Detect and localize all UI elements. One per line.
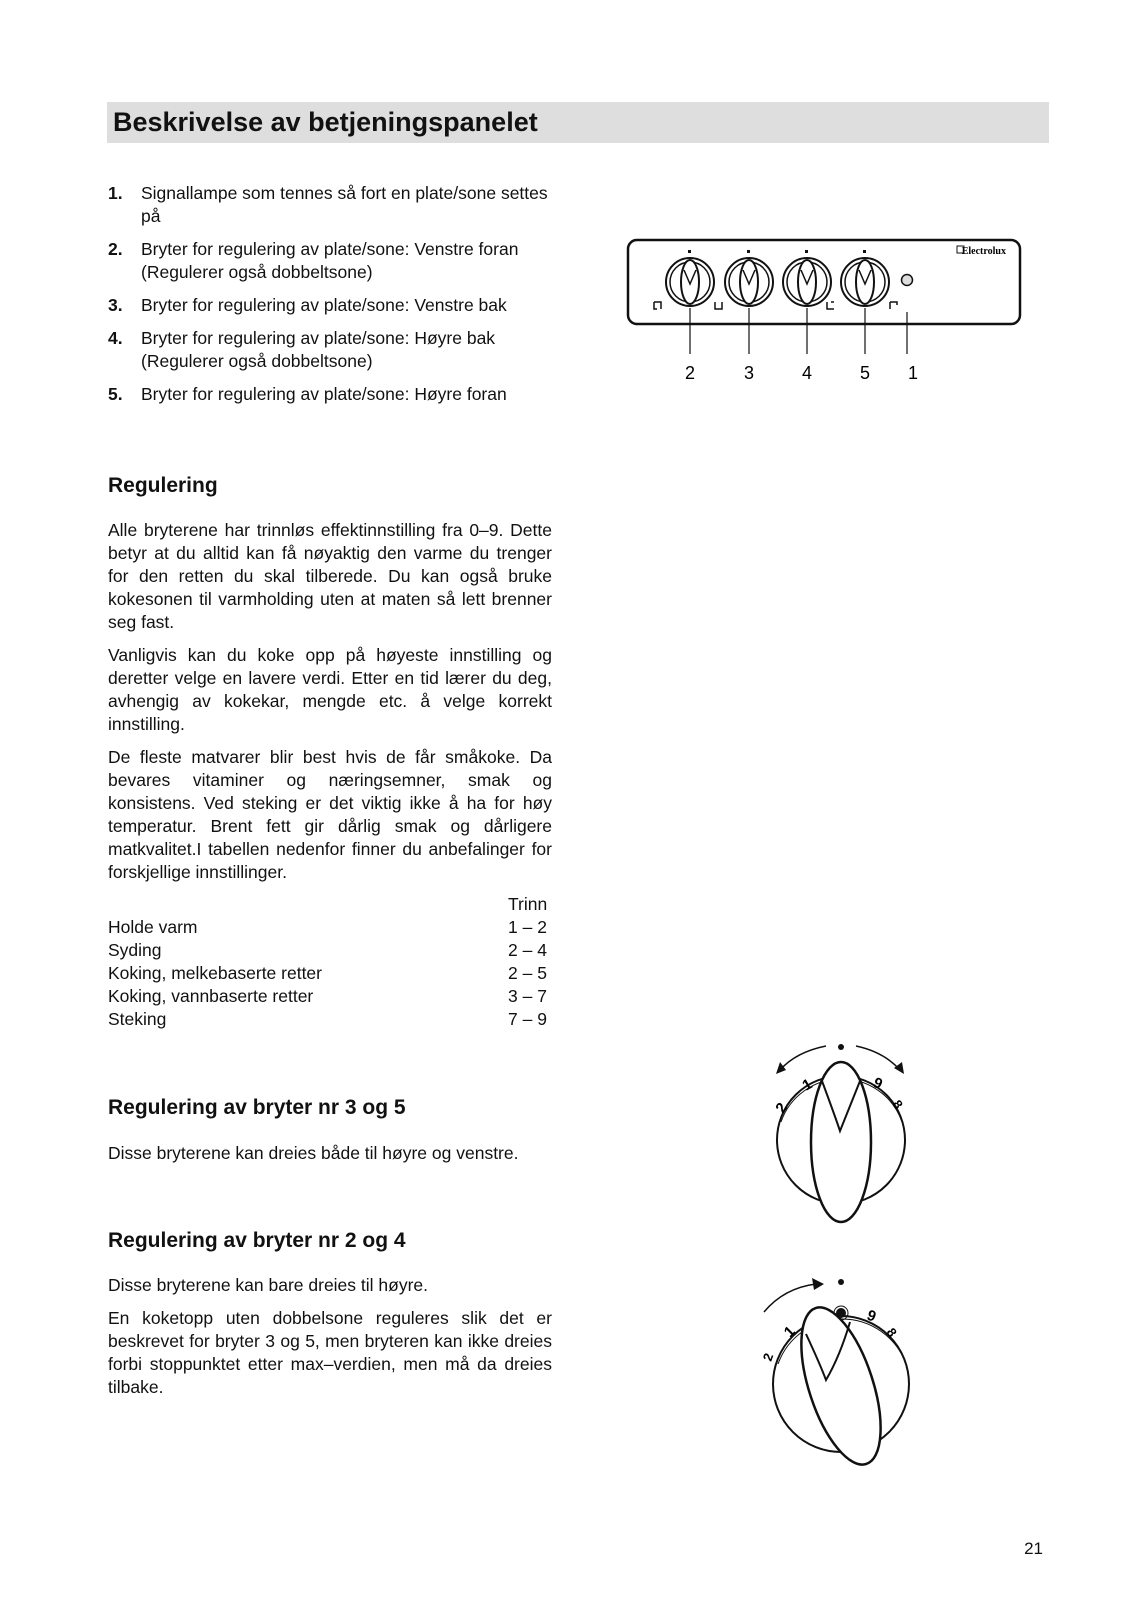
table-row: [108, 916, 552, 939]
page-title: Beskrivelse av betjeningspanelet: [113, 107, 538, 137]
table-header: [108, 893, 552, 916]
item-number: 5.: [108, 384, 123, 404]
panel-knob-5: [841, 250, 889, 306]
knob-both-directions-figure: [760, 1036, 920, 1226]
heading-regulering: Regulering: [108, 474, 218, 497]
title-bar: [107, 102, 1049, 143]
label-3: 3: [743, 363, 755, 383]
table-label: Syding: [108, 940, 162, 960]
scale-2: 2: [772, 1099, 792, 1117]
table-row: [108, 1008, 552, 1031]
table-label: Koking, melkebaserte retter: [108, 963, 322, 983]
list-item: [108, 383, 554, 406]
brand-logo: Electrolux: [961, 246, 1006, 257]
scale-9: 9: [864, 1306, 879, 1326]
table-row: [108, 962, 552, 985]
paragraph: En koketopp uten dobbelsone reguleres slik det er beskrevet for bryter 3 og 5, men bryteren kan ikke dreies forbi stoppunktet etter max–verdien, men må da dreies tilbake.: [108, 1308, 552, 1397]
item-number: 4.: [108, 328, 123, 348]
item-number: 1.: [108, 183, 123, 203]
panel-knob-4: [783, 250, 831, 306]
scale-1: 1: [780, 1322, 799, 1341]
panel-knob-2: [666, 250, 714, 306]
table-label: Koking, vannbaserte retter: [108, 986, 314, 1006]
table-row: [108, 939, 552, 962]
item-text: Signallampe som tennes så fort en plate/sone settes på: [141, 183, 548, 226]
paragraph: De fleste matvarer blir best hvis de får småkoke. Da bevares vitaminer og næringsemner, smak og konsistens. Ved steking er det viktig ikke å ha for høy temperatur. Brent fett gir dårlig smak og dårligere matkvalitet.I tabellen nedenfor finner du anbefalinger for forskjellige innstillinger.: [108, 747, 552, 882]
list-item: [108, 238, 554, 284]
control-panel-figure: [620, 236, 1030, 396]
scale-9: 9: [870, 1074, 886, 1094]
table-value: 3 – 7: [508, 986, 547, 1006]
heading-bryter-3-5: Regulering av bryter nr 3 og 5: [108, 1096, 406, 1119]
heading-bryter-2-4: Regulering av bryter nr 2 og 4: [108, 1229, 406, 1252]
scale-1: 1: [799, 1075, 816, 1095]
paragraph: Alle bryterene har trinnløs effektinnstilling fra 0–9. Dette betyr at du alltid kan få nøyaktig den varme du trenger for den retten du skal tilberede. Du kan også bruke kokesonen til varmholding uten at maten så lett brenner seg fast.: [108, 520, 552, 632]
table-row: [108, 985, 552, 1008]
section35-text: [108, 1142, 552, 1175]
item-number: 3.: [108, 295, 123, 315]
page-number: 21: [1024, 1539, 1043, 1558]
table-header-label: Trinn: [508, 894, 548, 914]
label-5: 5: [859, 363, 871, 383]
item-text: Bryter for regulering av plate/sone: Venstre bak: [141, 295, 507, 315]
table-value: 2 – 4: [508, 940, 547, 960]
label-1: 1: [907, 363, 919, 383]
paragraph: Vanligvis kan du koke opp på høyeste innstilling og deretter velge en lavere verdi. Etter en tid lærer du deg, avhengig av kokekar, mengde etc. å velge korrekt innstilling.: [108, 645, 552, 734]
label-2: 2: [684, 363, 696, 383]
list-item: [108, 327, 554, 373]
table-label: Holde varm: [108, 917, 198, 937]
panel-knob-3: [725, 250, 773, 306]
scale-2: 2: [759, 1351, 777, 1364]
table-value: 1 – 2: [508, 917, 547, 937]
scale-8: 8: [889, 1097, 906, 1112]
item-text: Bryter for regulering av plate/sone: Høyre foran: [141, 384, 507, 404]
signal-lamp: [902, 275, 913, 286]
component-list: [108, 182, 554, 416]
section24-text: [108, 1274, 552, 1409]
scale-8: 8: [883, 1325, 900, 1340]
item-text: Bryter for regulering av plate/sone: Venstre foran (Regulerer også dobbeltsone): [141, 239, 519, 282]
knob-right-only-figure: [754, 1272, 914, 1472]
settings-table: [108, 893, 552, 1031]
list-item: [108, 182, 554, 228]
table-value: 2 – 5: [508, 963, 547, 983]
regulering-text: [108, 519, 552, 894]
list-item: [108, 294, 554, 317]
table-label: Steking: [108, 1009, 167, 1029]
paragraph: Disse bryterene kan bare dreies til høyre.: [108, 1275, 428, 1295]
paragraph: Disse bryterene kan dreies både til høyre og venstre.: [108, 1143, 519, 1163]
item-text: Bryter for regulering av plate/sone: Høyre bak (Regulerer også dobbeltsone): [141, 328, 496, 371]
label-4: 4: [801, 363, 813, 383]
item-number: 2.: [108, 239, 123, 259]
table-value: 7 – 9: [508, 1009, 547, 1029]
